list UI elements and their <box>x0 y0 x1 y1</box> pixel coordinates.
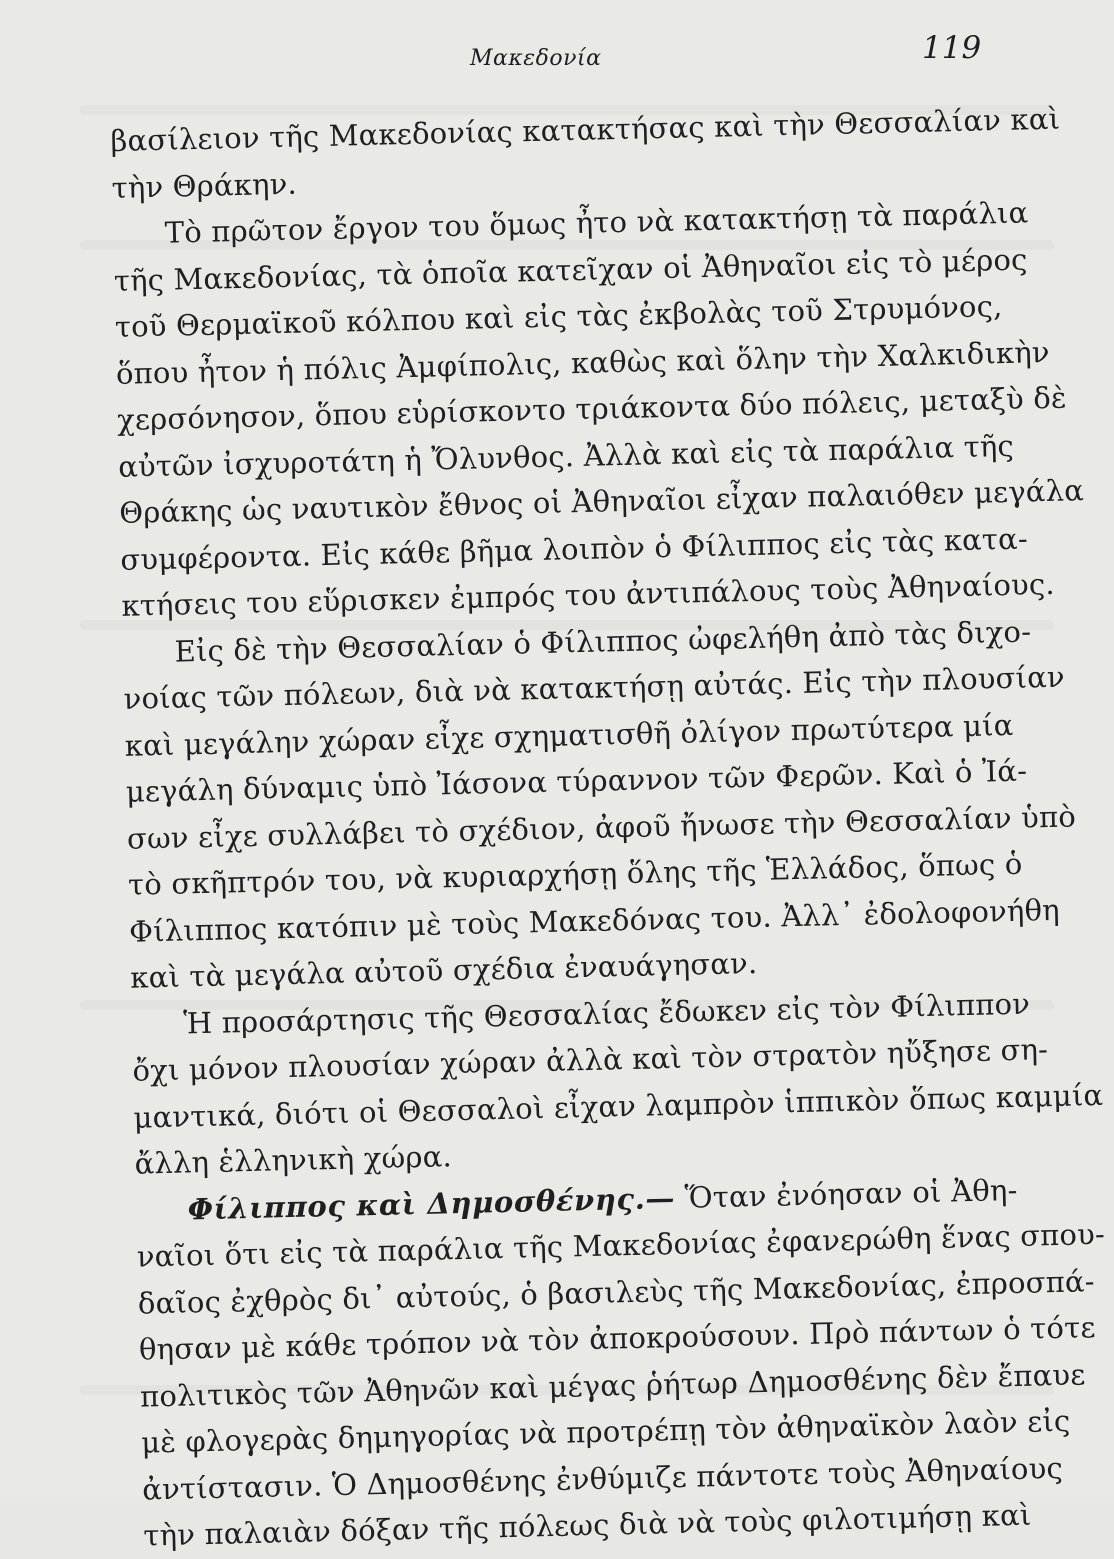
text-line: ἄλλη ἑλληνικὴ χώρα. <box>134 1139 453 1181</box>
text-line: τὴν παλαιὰν δόξαν τῆς πόλεως διὰ νὰ τοὺς φιλοτιμήσῃ καὶ <box>143 1497 1032 1553</box>
text-line: σων εἶχε συλλάβει τὸ σχέδιον, ἀφοῦ ἤνωσε τὴν Θεσσαλίαν ὑπὸ <box>126 798 1077 856</box>
text-line: τοῦ Θερμαϊκοῦ κόλπου καὶ εἰς τὰς ἐκβολὰς τοῦ Στρυμόνος, <box>114 289 1003 344</box>
text-line: θησαν μὲ κάθε τρόπον νὰ τὸν ἀποκρούσουν. Πρὸ πάντων ὁ τότε <box>138 1310 1096 1367</box>
page-number: 119 <box>922 30 982 66</box>
text-line: τὴν Θράκην. <box>111 166 298 205</box>
text-line: αὐτῶν ἰσχυροτάτη ἡ Ὄλυνθος. Ἀλλὰ καὶ εἰς τὰ παράλια τῆς <box>117 428 1015 484</box>
text-line: νοίας τῶν πόλεων, διὰ νὰ κατακτήσῃ αὐτάς. Εἰς τὴν πλουσίαν <box>123 659 1066 716</box>
paragraph-first-line: Εἰς δὲ τὴν Θεσσαλίαν ὁ Φίλιππος ὠφελήθη ἀπὸ τὰς διχο- <box>174 613 1032 669</box>
text-line: ναῖοι ὅτι εἰς τὰ παράλια τῆς Μακεδονίας ἐφανερώθη ἕνας σπου- <box>136 1216 1106 1274</box>
running-head: Μακεδονία <box>470 46 602 71</box>
text-line: βασίλειον τῆς Μακεδονίας κατακτήσας καὶ τὴν Θεσσαλίαν καὶ <box>110 101 1061 158</box>
text-line: Θράκης ὡς ναυτικὸν ἔθνος οἱ Ἀθηναῖοι εἶχαν παλαιόθεν μεγάλα <box>118 473 1085 530</box>
text-line: δαῖος ἐχθρὸς δι᾽ αὐτούς, ὁ βασιλεὺς τῆς Μακεδονίας, ἐπροσπά- <box>137 1263 1096 1321</box>
paragraph-first-line: Ἡ προσάρτησις τῆς Θεσσαλίας ἔδωκεν εἰς τὸν Φίλιππον <box>182 986 1031 1041</box>
text-line: καὶ τὰ μεγάλα αὐτοῦ σχέδια ἐναυάγησαν. <box>129 945 758 995</box>
text-line: συμφέροντα. Εἰς κάθε βῆμα λοιπὸν ὁ Φίλιππος εἰς τὰς κατα- <box>120 520 1029 577</box>
text-line: μεγάλη δύναμις ὑπὸ Ἰάσονα τύραννον τῶν Φερῶν. Καὶ ὁ Ἰά- <box>125 753 1028 809</box>
text-line: τὸ σκῆπτρόν του, νὰ κυριαρχήσῃ ὅλης τῆς Ἑλλάδος, ὅπως ὁ <box>127 846 1023 902</box>
text-line: μὲ φλογερὰς δημηγορίας νὰ προτρέπῃ τὸν ἀθηναϊκὸν λαὸν εἰς <box>140 1403 1071 1460</box>
text-line: μαντικά, διότι οἱ Θεσσαλοὶ εἶχαν λαμπρὸν ἱππικὸν ὅπως καμμία <box>133 1077 1104 1135</box>
text-run: Ὅταν ἐνόησαν οἱ Ἀθη- <box>684 1172 1018 1215</box>
page-header <box>0 30 1114 90</box>
body-text <box>110 97 1106 1559</box>
text-line: ὅπου ἦτον ἡ πόλις Ἀμφίπολις, καθὼς καὶ ὅλην τὴν Χαλκιδικὴν <box>115 334 1051 391</box>
text-line: ὄχι μόνον πλουσίαν χώραν ἀλλὰ καὶ τὸν στρατὸν ηὔξησε ση- <box>132 1032 1049 1088</box>
text-line: πολιτικὸς τῶν Ἀθηνῶν καὶ μέγας ῥήτωρ Δημοσθένης δὲν ἔπαυε <box>139 1356 1086 1414</box>
text-line: ἀντίστασιν. Ὁ Δημοσθένης ἐνθύμιζε πάντοτε τοὺς Ἀθηναίους <box>141 1450 1064 1507</box>
paragraph-first-line: Τὸ πρῶτον ἔργον του ὅμως ἦτο νὰ κατακτήσῃ τὰ παράλια <box>164 195 1029 250</box>
text-line: τῆς Μακεδονίας, τὰ ὁποῖα κατεῖχαν οἱ Ἀθηναῖοι εἰς τὸ μέρος <box>113 241 1028 298</box>
section-heading: Φίλιππος καὶ Δημοσθένης.— <box>187 1180 676 1226</box>
text-line: Φίλιππος κατόπιν μὲ τοὺς Μακεδόνας του. Ἀλλ᾽ ἐδολοφονήθη <box>128 892 1061 949</box>
text-line: καὶ μεγάλην χώραν εἶχε σχηματισθῆ ὀλίγον πρωτύτερα μία <box>124 707 1014 763</box>
text-line: κτήσεις του εὕρισκεν ἐμπρός του ἀντιπάλους τοὺς Ἀθηναίους. <box>121 566 1056 623</box>
text-line: χερσόνησον, ὅπου εὑρίσκοντο τριάκοντα δύο πόλεις, μεταξὺ δὲ <box>116 380 1068 437</box>
